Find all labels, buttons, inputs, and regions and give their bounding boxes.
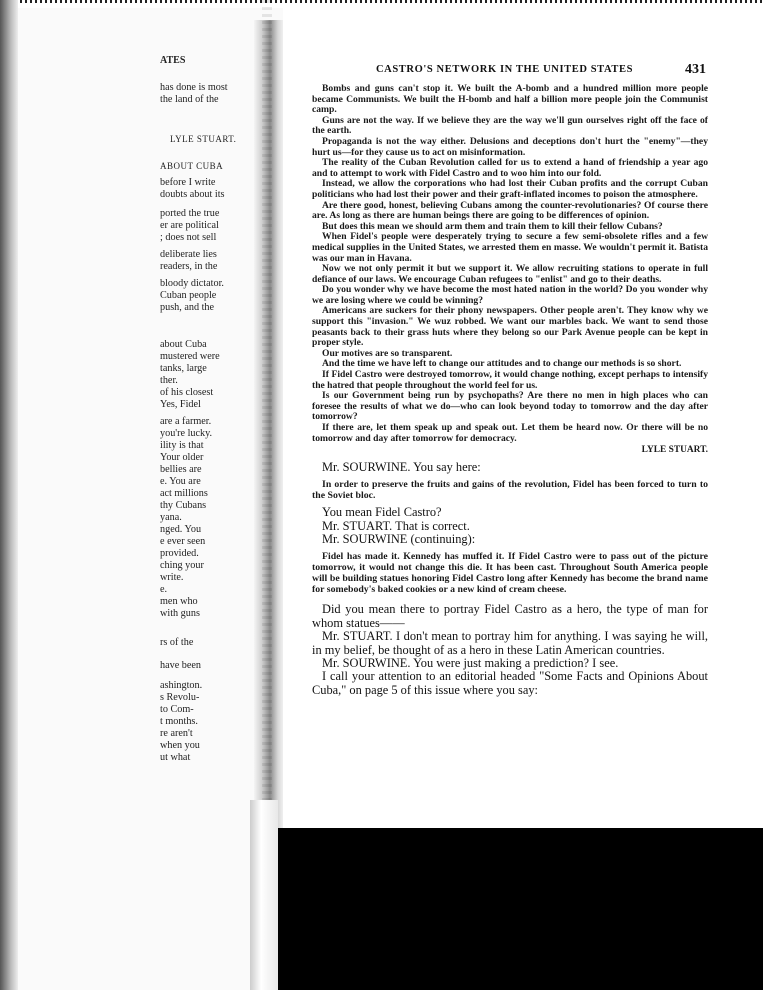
left-line: ility is that bbox=[160, 440, 204, 451]
page-header bbox=[376, 62, 706, 80]
testimony-line: I call your attention to an editorial headed "Some Facts and Opinions About Cuba," on page 5 of this issue where you say: bbox=[312, 669, 708, 697]
left-line: e ever seen bbox=[160, 536, 206, 547]
left-book-edge bbox=[0, 0, 18, 990]
letter-paragraph: And the time we have left to change our attitudes and to change our methods is so short. bbox=[322, 358, 682, 370]
letter-paragraph: If there are, let them speak up and speak out. Let them be heard now. Or there will be no tomorrow and day after tomorrow for democracy. bbox=[312, 422, 708, 444]
left-line: Yes, Fidel bbox=[160, 399, 201, 410]
letter-signature: LYLE STUART. bbox=[641, 445, 708, 456]
left-line: bloody dictator. bbox=[160, 278, 224, 289]
running-title: CASTRO'S NETWORK IN THE UNITED STATES bbox=[376, 64, 634, 75]
left-line: of his closest bbox=[160, 387, 214, 398]
testimony-line: Mr. SOURWINE. You were just making a prediction? I see. bbox=[322, 656, 619, 671]
left-line: ; does not sell bbox=[160, 232, 217, 243]
left-line: you're lucky. bbox=[160, 428, 213, 439]
left-line: er are political bbox=[160, 220, 219, 231]
left-line: bellies are bbox=[160, 464, 202, 475]
left-line: the land of the bbox=[160, 94, 219, 105]
left-line: push, and the bbox=[160, 302, 215, 313]
testimony-exchange bbox=[312, 506, 708, 546]
testimony-line: Mr. SOURWINE. You say here: bbox=[322, 459, 481, 474]
letter-paragraph: If Fidel Castro were destroyed tomorrow, it would change nothing, except perhaps to intensify the hatred that people throughout the world feel for us. bbox=[312, 369, 708, 391]
letter-paragraph: Are there good, honest, believing Cubans among the counter-revolutionaries? Of course there are. As long as there are human beings there are going to be differences of opinion. bbox=[312, 199, 708, 222]
left-line: act millions bbox=[160, 488, 208, 499]
left-line: thy Cubans bbox=[160, 500, 207, 511]
left-line: e. bbox=[160, 584, 168, 595]
testimony-line: You mean Fidel Castro? bbox=[322, 505, 442, 520]
left-line: to Com- bbox=[160, 704, 194, 715]
left-line: ching your bbox=[160, 560, 204, 571]
left-line: rs of the bbox=[160, 637, 194, 648]
left-line: have been bbox=[160, 660, 202, 671]
quote-text: Fidel has made it. Kennedy has muffed it. If Fidel Castro were to pass out of the picture tomorrow, it would not change this die. It has been cast. Throughout South America people will be building statues honoring Fidel Castro long after Kennedy has become the brand name for somebody's baked cookies or a new kind of cream cheese. bbox=[312, 551, 708, 596]
left-line: ashington. bbox=[160, 680, 203, 691]
left-line: Cuban people bbox=[160, 290, 217, 301]
left-line: t months. bbox=[160, 716, 198, 727]
left-line: are a farmer. bbox=[160, 416, 212, 427]
letter-paragraph: When Fidel's people were desperately trying to secure a few semi-obsolete rifles and a few medical supplies in the United States, we arrested them en masse. We wouldn't permit it. Batista was our man in Havana. bbox=[312, 231, 708, 264]
left-header-fragment: ATES bbox=[160, 55, 186, 66]
left-line: has done is most bbox=[160, 82, 228, 93]
left-line: write. bbox=[160, 572, 184, 583]
left-line: LYLE STUART. bbox=[170, 134, 237, 144]
left-line: men who bbox=[160, 596, 198, 607]
letter-paragraph: Americans are suckers for their phony newspapers. Other people aren't. They know why we support this "invasion." We wuz robbed. We want our marbles back. We want to send those peasants back to their grass huts where they belong so our Park Avenue people can be kept in proper style. bbox=[312, 305, 708, 349]
left-line: e. You are bbox=[160, 476, 201, 487]
letter-text bbox=[312, 84, 708, 456]
testimony-line: Did you mean there to portray Fidel Castro as a hero, the type of man for whom statues—— bbox=[312, 602, 708, 630]
letter-paragraph: Our motives are so transparent. bbox=[322, 347, 453, 359]
left-line: mustered were bbox=[160, 351, 220, 362]
left-line: doubts about its bbox=[160, 189, 225, 200]
scan-black-region bbox=[255, 828, 763, 990]
letter-paragraph: Is our Government being run by psychopaths? Are there no men in high places who can foresee the results of what we do—who can look beyond today to tomorrow and the day after tomorrow? bbox=[312, 390, 708, 423]
quote-text: In order to preserve the fruits and gains of the revolution, Fidel has been forced to turn to the Soviet bloc. bbox=[312, 479, 708, 502]
page-body bbox=[312, 84, 708, 697]
left-line: with guns bbox=[160, 608, 200, 619]
left-line: ut what bbox=[160, 752, 191, 763]
letter-paragraph: Propaganda is not the way either. Delusions and deceptions don't hurt the "enemy"—they hurt us—for they cause us to act on misinformation. bbox=[312, 135, 708, 158]
letter-paragraph: But does this mean we should arm them and train them to kill their fellow Cubans? bbox=[322, 220, 663, 232]
left-line: ABOUT CUBA bbox=[160, 161, 224, 171]
left-line: before I write bbox=[160, 177, 216, 188]
left-line: ther. bbox=[160, 375, 178, 386]
letter-paragraph: Do you wonder why we have become the most hated nation in the world? Do you wonder why we are losing where we could be winning? bbox=[312, 284, 708, 306]
testimony-line: Mr. STUART. I don't mean to portray him for anything. I was saying he will, in my belief, be thought of as a hero in these Latin American countries. bbox=[312, 629, 708, 657]
left-line: tanks, large bbox=[160, 363, 207, 374]
quoted-passage bbox=[312, 479, 708, 501]
left-line: s Revolu- bbox=[160, 692, 200, 703]
left-line: deliberate lies bbox=[160, 249, 217, 260]
page-edge-strip bbox=[250, 800, 278, 990]
testimony-block bbox=[312, 461, 708, 474]
left-line: Your older bbox=[160, 452, 204, 463]
top-scan-edge bbox=[0, 0, 763, 3]
letter-paragraph: Guns are not the way. If we believe they are the way we'll gun ourselves right off the face of the earth. bbox=[312, 114, 708, 137]
left-line: ported the true bbox=[160, 208, 220, 219]
quoted-passage bbox=[312, 551, 708, 595]
letter-paragraph: Instead, we allow the corporations who had lost their Cuban profits and the corrupt Cuban politicians who had lost their power and their graft-inflated incomes to poison the atmosphere. bbox=[312, 178, 708, 200]
left-line: re aren't bbox=[160, 728, 193, 739]
letter-paragraph: Now we not only permit it but we support it. We allow recruiting stations to operate in full defiance of our laws. We encourage Cuban refugees to "enlist" and go to their deaths. bbox=[312, 263, 708, 285]
left-line: yana. bbox=[160, 512, 182, 523]
left-line: nged. You bbox=[160, 524, 202, 535]
letter-paragraph: Bombs and guns can't stop it. We built the A-bomb and a hundred million more people became Communists. We built the H-bomb and half a billion more people join the Communist camp. bbox=[312, 83, 708, 116]
page-number: 431 bbox=[685, 62, 706, 77]
left-line: when you bbox=[160, 740, 200, 751]
testimony-block bbox=[312, 603, 708, 697]
left-line: provided. bbox=[160, 548, 199, 559]
testimony-line: Mr. SOURWINE (continuing): bbox=[322, 532, 476, 546]
letter-paragraph: The reality of the Cuban Revolution called for us to extend a hand of friendship a year ago and to attempt to work with Fidel Castro and to woo him into our fold. bbox=[312, 157, 708, 179]
testimony-line: Mr. STUART. That is correct. bbox=[322, 518, 470, 533]
left-line: about Cuba bbox=[160, 339, 207, 350]
left-line: readers, in the bbox=[160, 261, 218, 272]
